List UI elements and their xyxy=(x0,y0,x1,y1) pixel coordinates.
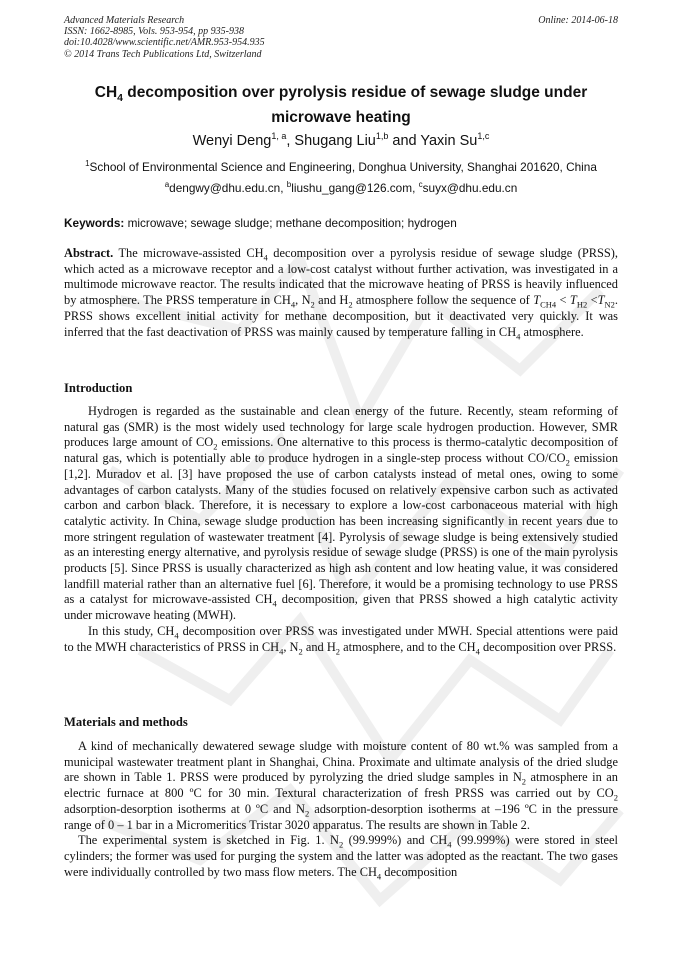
subscript: 2 xyxy=(348,299,353,310)
email-link[interactable]: liushu_gang@126.com xyxy=(291,180,413,195)
keywords-text: microwave; sewage sludge; methane decomposition; hydrogen xyxy=(124,216,457,230)
temperature-symbol: T xyxy=(569,293,577,308)
paragraph-text: (99.999%) were stored in steel cylinders; the former was used for purging the system and the latter was adopted as the reactant. The two gases were individually controlled by two mass flow meters. The CH xyxy=(64,833,618,879)
abstract-text: atmosphere follow the sequence of xyxy=(352,293,534,308)
affiliation-text: School of Environmental Science and Engineering, Donghua University, Shanghai 201620, China xyxy=(89,159,597,174)
paragraph-text: decomposition, given that PRSS showed a high catalytic activity under microwave heating (MWH). xyxy=(64,592,618,623)
paragraph-text: emissions. One alternative to this process is thermo-catalytic decomposition of natural gas, which is potentially able to produce hydrogen in a single-step process without CO/CO xyxy=(64,435,619,466)
paragraph-text: Hydrogen is regarded as the sustainable and clean energy of the future. Recently, steam reforming of natural gas (SMR) is the most widely used technology for large scale hydrogen production. However, SMR produces large amount of CO xyxy=(64,404,618,450)
temperature-symbol: T xyxy=(533,293,541,308)
subscript: 2 xyxy=(304,808,310,819)
email-separator: , xyxy=(412,180,419,195)
paper-title xyxy=(64,83,618,127)
author-name: Wenyi Deng xyxy=(192,132,272,149)
keywords xyxy=(64,216,618,230)
paragraph-text: In this study, CH xyxy=(88,623,175,638)
author-separator: and xyxy=(388,132,421,149)
subscript: 4 xyxy=(263,252,268,263)
introduction-section xyxy=(64,404,618,655)
abstract-text: < xyxy=(587,293,598,308)
issn-line: ISSN: 1662-8985, Vols. 953-954, pp 935-938 xyxy=(64,26,244,38)
author-name: Shugang Liu xyxy=(294,132,376,149)
subscript: 4 xyxy=(516,330,521,341)
subscript: 4 xyxy=(174,630,179,641)
copyright-line: © 2014 Trans Tech Publications Ltd, Switzerland xyxy=(64,48,262,60)
affiliation xyxy=(64,159,618,174)
title-text: CH xyxy=(94,84,118,101)
subscript: 2 xyxy=(310,299,315,310)
author-separator: , xyxy=(286,132,295,149)
author-affiliation-mark: 1,b xyxy=(375,131,389,141)
subscript: N2 xyxy=(604,299,615,310)
paragraph-text: atmosphere in an electric furnace at 800 ºC for 30 min. Textural characterization of fresh PRSS was carried out by CO xyxy=(64,770,618,801)
author-list xyxy=(64,131,618,149)
paragraph-text: (99.999%) and CH xyxy=(343,833,448,848)
email-separator: , xyxy=(280,180,287,195)
paragraph xyxy=(64,404,618,624)
abstract-text: decomposition over a pyrolysis residue of sewage sludge (PRSS), which acted as a microwave receptor and a low-cost catalyst without further activation, was investigated in a multimode microwave reactor. The results indicated that the microwave heating of PRSS is heavily influenced by atmosphere. The PRSS temperature in CH xyxy=(64,246,618,308)
subscript: CH4 xyxy=(540,299,557,310)
paragraph-text: The experimental system is sketched in Fig. 1. N xyxy=(78,833,339,848)
paragraph-text: atmosphere, and to the CH xyxy=(340,639,476,654)
abstract-text: atmosphere. xyxy=(520,324,584,339)
subscript: 4 xyxy=(279,646,284,657)
paragraph-text: and H xyxy=(302,639,336,654)
abstract xyxy=(64,246,618,340)
email-link[interactable]: dengwy@dhu.edu.cn xyxy=(169,180,281,195)
subscript: 4 xyxy=(447,839,452,850)
abstract-label: Abstract. xyxy=(64,246,114,260)
temperature-symbol: T xyxy=(597,293,605,308)
subscript: 4 xyxy=(475,646,480,657)
paragraph xyxy=(64,739,618,833)
affiliation-mark: 1 xyxy=(85,159,90,168)
abstract-text: . PRSS shows excellent initial activity for methane decomposition, but it deactivated very quickly. It was inferred that the fast deactivation of PRSS was mainly caused by temperature falling in CH xyxy=(64,293,618,339)
paragraph-text: decomposition over PRSS. xyxy=(479,639,617,654)
abstract-text: < xyxy=(556,293,570,308)
author-affiliation-mark: 1,c xyxy=(477,131,490,141)
email-mark: b xyxy=(286,180,292,189)
paragraph-text: , N xyxy=(283,639,299,654)
author-emails xyxy=(64,180,618,195)
doi-line: doi:10.4028/www.scientific.net/AMR.953-954.935 xyxy=(64,37,265,49)
subscript: 2 xyxy=(338,839,344,850)
abstract-text: The microwave-assisted CH xyxy=(113,246,264,260)
online-date: Online: 2014-06-18 xyxy=(538,15,618,26)
paragraph-text: A kind of mechanically dewatered sewage sludge with moisture content of 80 wt.% was sampled from a municipal wastewater treatment plant in Shanghai, China. Proximate and ultimate analysis of the dried sludge are shown in Table 1. PRSS were produced by pyrolyzing the dried sludge samples in N xyxy=(64,739,618,785)
abstract-text: , N xyxy=(295,293,311,308)
paragraph xyxy=(64,833,618,880)
section-heading-introduction: Introduction xyxy=(64,381,133,395)
email-link[interactable]: suyx@dhu.edu.cn xyxy=(422,180,518,195)
email-mark: a xyxy=(164,180,170,189)
materials-methods-section xyxy=(64,739,618,880)
email-mark: c xyxy=(418,180,423,189)
subscript: 2 xyxy=(613,792,618,803)
subscript: H2 xyxy=(576,299,588,310)
subscript: 2 xyxy=(335,646,341,657)
paragraph-text: decomposition over PRSS was investigated under MWH. Special attentions were paid to the MWH characteristics of PRSS in CH xyxy=(64,623,618,654)
paragraph-text: decomposition xyxy=(381,864,458,879)
paragraph-text: emission [1,2]. Muradov et al. [3] have proposed the use of carbon catalysts instead of metal ones, owing to some advantages of carbon catalysts. Many of the studies focused on relatively expensive carbon such as activated carbon and carbon black. Therefore, it is necessary to explore a low-cost carbonaceous material with high catalytic activity. In China, sewage sludge production has been increasing significantly in recent years due to more stringent regulation of wastewater treatment [4]. Pyrolysis of sewage sludge is being extensively studied as an interesting energy alternative, and pyrolysis residue of sewage sludge (PRSS) is one of the main pyrolysis products [5]. Since PRSS is usually characterized as high ash content and low heating value, it was considered landfill material rather than an alternative fuel [6]. Therefore, it would be a promising technology to use PRSS as a catalyst for microwave-assisted CH xyxy=(64,451,619,607)
title-subscript: 4 xyxy=(117,92,123,105)
subscript: 2 xyxy=(565,457,570,468)
keywords-label: Keywords: xyxy=(64,216,125,230)
paragraph-text: adsorption-desorption isotherms at –196 ºC in the pressure range of 0 – 1 bar in a Micromeritics Tristar 3020 apparatus. The results are shown in Table 2. xyxy=(64,801,618,832)
section-heading-materials-methods: Materials and methods xyxy=(64,715,188,729)
paragraph xyxy=(64,624,618,655)
title-text-rest: decomposition over pyrolysis residue of sewage sludge under microwave heating xyxy=(122,84,588,127)
abstract-text: and H xyxy=(314,293,349,308)
journal-name: Advanced Materials Research xyxy=(64,15,185,26)
subscript: 2 xyxy=(213,441,218,452)
subscript: 2 xyxy=(521,776,527,787)
subscript: 4 xyxy=(290,299,296,310)
subscript: 4 xyxy=(272,598,277,609)
journal-header xyxy=(64,15,618,60)
paragraph-text: adsorption-desorption isotherms at 0 ºC and N xyxy=(64,801,305,816)
author-name: Yaxin Su xyxy=(420,132,478,149)
subscript: 4 xyxy=(376,871,382,882)
subscript: 2 xyxy=(298,646,303,657)
author-affiliation-mark: 1, a xyxy=(271,131,287,141)
